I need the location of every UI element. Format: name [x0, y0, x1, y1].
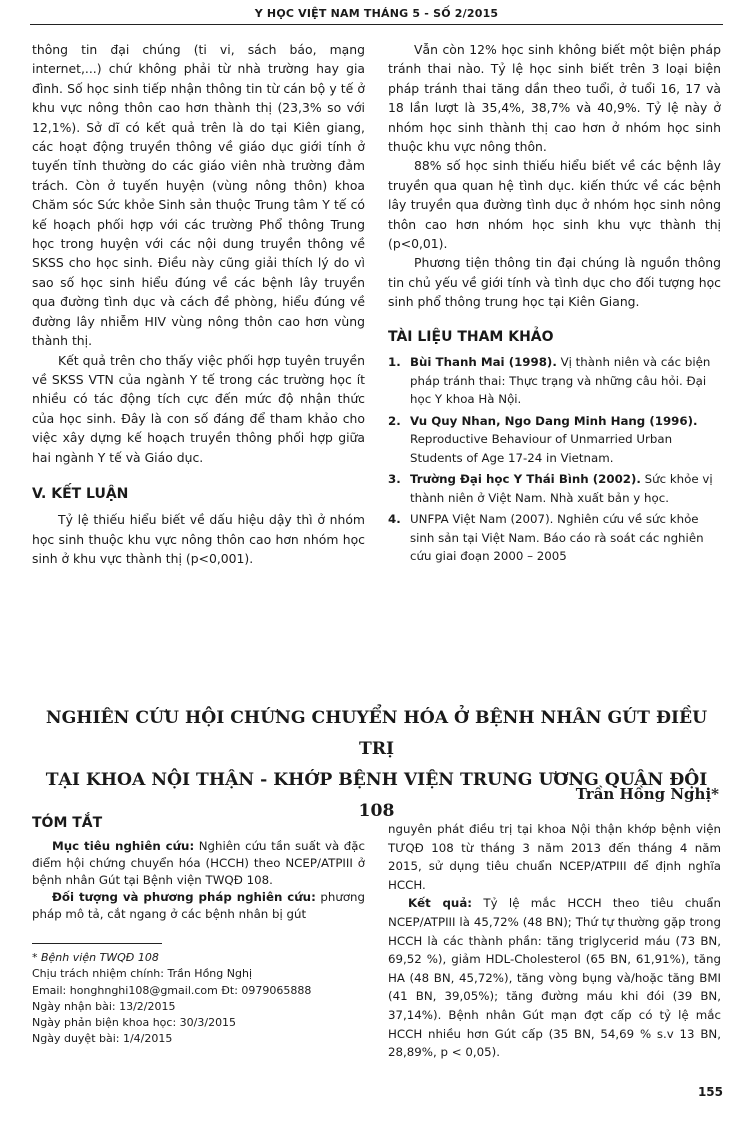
- reference-item: [388, 412, 721, 468]
- journal-header: Y HỌC VIỆT NAM THÁNG 5 - SỐ 2/2015: [254, 7, 499, 20]
- objective-label: Mục tiêu nghiên cứu:: [52, 839, 195, 853]
- section-heading-conclusion: V. KẾT LUẬN: [32, 485, 129, 502]
- results-label: Kết quả:: [408, 896, 473, 911]
- body-paragraph: Phương tiện thông tin đại chúng là nguồn thông tin chủ yếu về giới tính và tình dục cho đối tượng học sinh phổ thông trung học tại Kiên Giang.: [388, 255, 721, 310]
- reference-number: 3.: [388, 472, 401, 487]
- footnote-reviewed: Ngày phản biện khoa học: 30/3/2015: [32, 1016, 237, 1030]
- footnote-responsible: Chịu trách nhiệm chính: Trần Hồng Nghị: [32, 967, 252, 981]
- reference-text: Vị thành niên và các biện pháp tránh thai: Thực trạng và những câu hỏi. Đại học Y khoa Hà Nội.: [410, 355, 711, 407]
- reference-item: [388, 353, 721, 409]
- footnote-affiliation: * Bệnh viện TWQĐ 108: [32, 951, 159, 964]
- results-text: Tỷ lệ mắc HCCH theo tiêu chuẩn NCEP/ATPIII là 45,72% (48 BN); Thứ tự thường gặp trong HCCH là các thành phần: tăng triglycerid máu (73 BN, 69,52 %), giảm HDL-Cholesterol (65 BN, 61,91%), tăng HA (48 BN, 45,72%), tăng vòng bụng và/hoặc tăng BMI (41 BN, 39,05%); tăng đường máu khi đói (39 BN, 37,14%). Bệnh nhân Gút mạn đợt cấp có tỷ lệ mắc HCCH nhiều hơn Gút cấp (35 BN, 54,69 % s.v 13 BN, 28,89%, p < 0,05).: [388, 896, 721, 1060]
- article-title: [30, 703, 723, 827]
- abstract-results: [388, 894, 721, 1061]
- reference-number: 1.: [388, 355, 401, 370]
- body-paragraph: Vẫn còn 12% học sinh không biết một biện pháp tránh thai nào. Tỷ lệ học sinh biết trên 3 loại biện pháp tránh thai tăng dần theo tuổi, ở tuổi 16, 17 và 18 lần lượt là 35,4%, 38,7% và 40,9%. Tỷ lệ này ở nhóm học sinh thành thị cao hơn ở nhóm học sinh thuộc khu vực nông thôn.: [388, 42, 721, 155]
- abstract-methods: [32, 889, 365, 923]
- objective-text: Nghiên cứu tần suất và đặc điểm hội chứng chuyển hóa (HCCH) theo NCEP/ATPIII ở bệnh nhân Gút tại Bệnh viện TWQĐ 108.: [32, 839, 366, 887]
- references-heading: TÀI LIỆU THAM KHẢO: [388, 328, 554, 345]
- body-paragraph: 88% số học sinh thiếu hiểu biết về các bệnh lây truyền qua quan hệ tình dục. kiến thức về các bệnh lây truyền qua đường tình dục ở nhóm học sinh nông thôn cao hơn nhóm học sinh khu vực thành thị (p<0,01).: [388, 158, 721, 252]
- reference-text: UNFPA Việt Nam (2007). Nghiên cứu về sức khỏe sinh sản tại Việt Nam. Báo cáo rà soát các nghiên cứu giai đoạn 2000 – 2005: [410, 512, 704, 564]
- body-paragraph: thông tin đại chúng (ti vi, sách báo, mạng internet,...) chứ không phải từ nhà trường hay gia đình. Số học sinh tiếp nhận thông tin từ cán bộ y tế ở khu vực nông thôn cao hơn thành thị (23,3% so với 12,1%). Sở dĩ có kết quả trên là do tại Kiên giang, các hoạt động truyền thông về giáo dục giới tính ở tuyến tỉnh thường do các giáo viên nhà trường đảm trách. Còn ở tuyến huyện (vùng nông thôn) khoa Chăm sóc Sức khỏe Sinh sản thuộc Trung tâm Y tế có kế hoạch phối hợp với các trường Phổ thông Trung học trong huyện với các nội dung truyền thông về SKSS cho học sinh. Điều này cũng giải thích lý do vì sao số học sinh hiểu đúng về các bệnh lây truyền qua đường tình dục và cách đề phòng, hiểu đúng về đường lây nhiễm HIV vùng nông thôn cao hơn vùng thành thị.: [32, 42, 365, 349]
- reference-list: [388, 353, 721, 566]
- abstract-heading: TÓM TẮT: [32, 815, 103, 831]
- right-column: [388, 40, 721, 569]
- article-title-line: TẠI KHOA NỘI THẬN - KHỚP BỆNH VIỆN TRUNG ƯƠNG QUÂN ĐỘI 108: [45, 770, 708, 821]
- conclusion-paragraph: Tỷ lệ thiếu hiểu biết về dấu hiệu dậy thì ở nhóm học sinh thuộc khu vực nông thôn cao hơn nhóm học sinh ở khu vực thành thị (p<0,001).: [32, 512, 365, 567]
- body-paragraph: Kết quả trên cho thấy việc phối hợp tuyên truyền về SKSS VTN của ngành Y tế trong các trường học ít nhiều có tác động tích cực đến mức độ nhận thức của học sinh. Đây là con số đáng để tham khảo cho việc xây dựng kế hoạch truyền thông phối hợp giữa hai ngành Y tế và Giáo dục.: [32, 352, 365, 465]
- reference-text: Reproductive Behaviour of Unmarried Urban Students of Age 17-24 in Vietnam.: [410, 432, 673, 465]
- abstract-left: [32, 815, 365, 923]
- article-author: Trần Hồng Nghị*: [575, 785, 719, 803]
- reference-item: [388, 510, 721, 566]
- abstract-right: [388, 820, 721, 1062]
- page-number: 155: [697, 1085, 723, 1099]
- reference-author: Trường Đại học Y Thái Bình (2002).: [410, 472, 641, 487]
- reference-author: Bùi Thanh Mai (1998).: [410, 355, 557, 370]
- footnote-email: Email: honghnghi108@gmail.com Đt: 0979065888: [32, 983, 312, 997]
- reference-number: 2.: [388, 413, 401, 428]
- reference-number: 4.: [388, 512, 401, 527]
- footnote-approved: Ngày duyệt bài: 1/4/2015: [32, 1032, 173, 1046]
- left-column: [32, 40, 365, 569]
- methods-label: Đối tượng và phương pháp nghiên cứu:: [52, 890, 316, 904]
- methods-continued: nguyên phát điều trị tại khoa Nội thận khớp bệnh viện TƯQĐ 108 từ tháng 3 năm 2013 đến tháng 4 năm 2015, sử dụng tiêu chuẩn NCEP/ATPIII để định nghĩa HCCH.: [388, 822, 721, 892]
- footnote-rule: [32, 943, 162, 944]
- footnote-received: Ngày nhận bài: 13/2/2015: [32, 999, 176, 1013]
- abstract-objective: [32, 838, 365, 889]
- reference-item: [388, 470, 721, 507]
- header-rule: [30, 24, 723, 25]
- methods-text: phương pháp mô tả, cắt ngang ở các bệnh nhân bị gút: [32, 890, 365, 921]
- footnote: [32, 950, 365, 1048]
- reference-text: Sức khỏe vị thành niên ở Việt Nam. Nhà xuất bản y học.: [410, 472, 713, 505]
- reference-author: Vu Quy Nhan, Ngo Dang Minh Hang (1996).: [410, 413, 698, 428]
- article-title-line: NGHIÊN CỨU HỘI CHỨNG CHUYỂN HÓA Ở BỆNH NHÂN GÚT ĐIỀU TRỊ: [45, 708, 708, 759]
